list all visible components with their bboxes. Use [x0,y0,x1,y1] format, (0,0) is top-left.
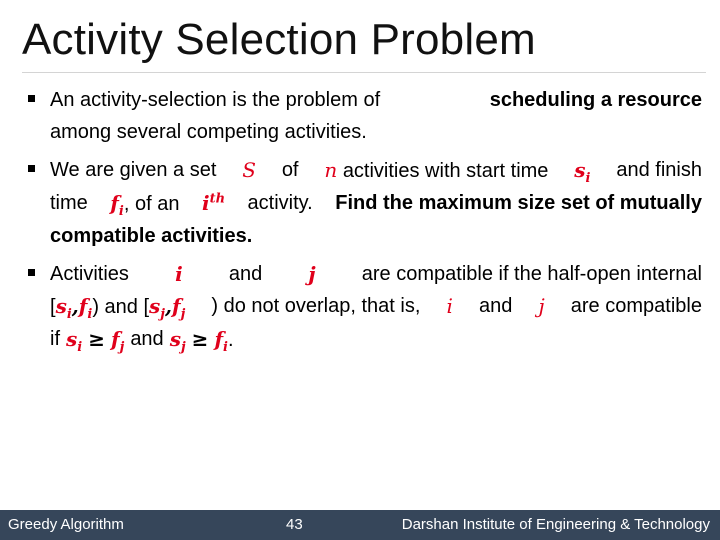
bullet-1-line-2 [50,116,702,148]
math-s-i: $s_i$ [574,158,591,186]
text: We are given a set [50,159,217,181]
text: Activities [50,263,129,285]
bullet-1 [22,84,702,148]
bullet-3-line-2 [50,290,702,323]
text: An activity-selection is the problem of [50,89,381,111]
math-ge: ≥ [88,327,105,351]
slide-title: Activity Selection Problem [22,15,536,64]
math-i: i [446,294,453,318]
title-divider [22,72,706,73]
text: among several competing activities. [50,121,367,143]
square-bullet-icon [28,269,35,276]
bullet-2 [22,154,702,252]
bullet-3 [22,258,702,356]
square-bullet-icon [28,165,35,172]
text: activities with start time [342,160,549,182]
footer-page-number: 43 [286,516,303,533]
math-S: S [242,158,256,182]
text: , of an [123,193,180,215]
bullet-3-line-3: if $s_i$ ≥ $f_j$ and $s_j$ ≥ $f_i$. [50,323,702,356]
text: and [130,328,164,350]
text: time [50,192,88,214]
footer-bar [0,510,720,540]
bullet-list [22,84,702,362]
interval-1: $[s_i,f_i)$ and [$s_j,f_j$ [50,294,186,322]
bullet-2-line-2 [50,187,702,220]
text: of [281,159,299,181]
bullet-3-line-1 [50,258,702,290]
text: and [228,263,263,285]
math-f-i: $f_i$ [110,191,124,219]
math-s-i: $s_i$ [66,327,83,355]
bullet-1-line-1 [50,84,702,116]
footer-course: Greedy Algorithm [8,516,124,533]
text: and [479,295,513,317]
text: and finish [616,159,702,181]
bullet-2-line-1 [50,154,702,187]
text: ) do not overlap, that is, [211,295,421,317]
math-j: j [308,262,316,286]
math-i-th: $i^{th}$ [201,191,226,215]
square-bullet-icon [28,95,35,102]
math-f-j: $f_j$ [110,327,125,355]
text: are compatible [570,295,702,317]
bullet-2-line-3 [50,220,702,252]
math-f-i: $f_i$ [214,327,228,355]
math-ge: ≥ [191,327,209,351]
bold-text: compatible activities. [50,225,253,247]
text: if [50,328,60,350]
math-n: n [324,158,338,182]
bold-text: scheduling a resource [489,89,702,111]
math-s-j: $s_j$ [169,327,186,355]
text: activity. [247,192,313,214]
bold-text: Find the maximum size set of mutually [335,192,702,214]
text: are compatible if the half-open internal [361,263,702,285]
footer-institute: Darshan Institute of Engineering & Technology [401,516,710,533]
math-j: j [538,294,545,318]
math-i: i [175,262,183,286]
